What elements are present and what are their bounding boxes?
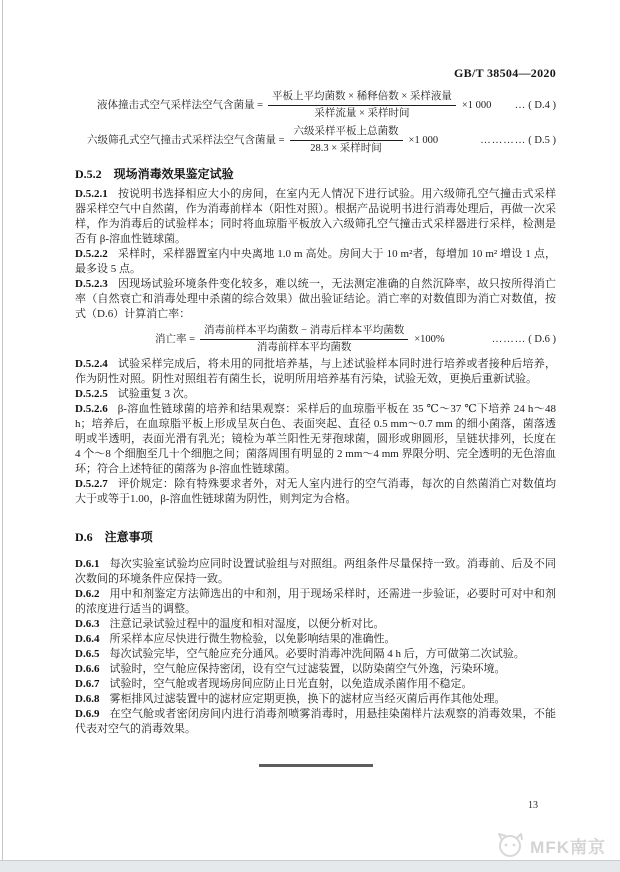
paragraph-d5-2-5-text: 试验重复 3 次。 bbox=[117, 388, 195, 400]
formula-d5-reference bbox=[474, 134, 556, 148]
formula-d4-fraction bbox=[268, 90, 456, 121]
paragraph-d5-2-1-number: D.5.2.1 bbox=[75, 188, 108, 200]
formula-d5-factor: ×1 000 bbox=[408, 134, 439, 146]
paragraph-d6-1 bbox=[75, 557, 556, 587]
page-number: 13 bbox=[528, 800, 538, 811]
paragraph-d5-2-5 bbox=[75, 387, 556, 402]
formula-d6-ref-label: ( D.6 ) bbox=[528, 333, 556, 345]
paragraph-d6-6-number: D.6.6 bbox=[75, 663, 100, 675]
paragraph-d6-7-number: D.6.7 bbox=[75, 678, 100, 690]
watermark-text: MFK南京 bbox=[530, 837, 606, 857]
paragraph-d5-2-4-number: D.5.2.4 bbox=[75, 358, 108, 370]
formula-d5-numerator: 六级采样平板上总菌数 bbox=[290, 125, 403, 141]
paragraph-d6-9-text: 在空气舱或者密闭房间内进行消毒剂喷雾消毒时，用悬挂染菌样片法观察的消毒效果，不能代表对空气的消毒效果。 bbox=[75, 708, 556, 735]
end-of-document-bar bbox=[259, 764, 373, 767]
section-d52-title: 现场消毒效果鉴定试验 bbox=[113, 167, 234, 181]
formula-d4 bbox=[97, 90, 556, 121]
formula-d6-dots: ……… bbox=[491, 333, 527, 345]
paragraph-d6-6 bbox=[75, 662, 556, 677]
paragraph-d6-6-text: 试验时，空气舱应保持密闭，设有空气过滤装置，以防染菌空气外逸，污染环境。 bbox=[109, 663, 506, 675]
mfk-logo-icon bbox=[493, 832, 525, 858]
section-d6-number: D.6 bbox=[75, 530, 93, 544]
document-content bbox=[75, 66, 556, 767]
section-d52-heading bbox=[75, 166, 556, 182]
paragraph-d6-8-number: D.6.8 bbox=[75, 693, 100, 705]
paragraph-d5-2-6-number: D.5.2.6 bbox=[75, 403, 108, 415]
formula-d6-factor: ×100% bbox=[414, 333, 445, 345]
paragraph-d6-3-text: 注意记录试验过程中的温度和相对湿度，以便分析对比。 bbox=[109, 618, 385, 630]
paragraph-d6-8 bbox=[75, 692, 556, 707]
section-d52-number: D.5.2 bbox=[75, 167, 102, 181]
paragraph-d6-5-number: D.6.5 bbox=[75, 648, 100, 660]
paragraph-d5-2-7 bbox=[75, 477, 556, 507]
formula-d5 bbox=[87, 125, 556, 156]
formula-d6-fraction bbox=[200, 324, 408, 355]
bottom-band bbox=[0, 860, 620, 872]
paragraph-d5-2-2-number: D.5.2.2 bbox=[75, 248, 108, 260]
paragraph-d6-4-text: 所采样本应尽快进行微生物检验，以免影响结果的准确性。 bbox=[109, 633, 396, 645]
paragraph-d6-7 bbox=[75, 677, 556, 692]
paragraph-d6-3-number: D.6.3 bbox=[75, 618, 100, 630]
paragraph-d5-2-5-number: D.5.2.5 bbox=[75, 388, 108, 400]
formula-d5-ref-label: ( D.5 ) bbox=[528, 134, 556, 146]
paragraph-d5-2-6-text: β-溶血性链球菌的培养和结果观察：采样后的血琼脂平板在 35 ℃～37 ℃下培养 24 h～48 h；培养后，在血琼脂平板上形成呈灰白色、表面突起、直径 0.5 mm～0.7 mm 的细小菌落，菌落透明或半透明，表面光滑有乳光；镜检为革兰阳性无芽孢球菌，圆形或卵圆形，呈链状排列，长度在 4 个～8 个细胞至几十个细胞之间；菌落周围有明显的 2 mm～4 mm 界限分明、完全透明的无色溶血环；符合上述特征的菌落为 β-溶血性链球菌。 bbox=[75, 403, 556, 475]
paragraph-d5-2-4 bbox=[75, 357, 556, 387]
paragraph-d5-2-6 bbox=[75, 402, 556, 477]
paragraph-d6-5-text: 每次试验完毕，空气舱应充分通风。必要时消毒冲洗间隔 4 h 后，方可做第二次试验。 bbox=[109, 648, 525, 660]
paragraph-d6-2-text: 用中和剂鉴定方法筛选出的中和剂，用于现场采样时，还需进一步验证，必要时可对中和剂的浓度进行适当的调整。 bbox=[75, 588, 556, 615]
paragraph-d5-2-1 bbox=[75, 187, 556, 247]
formula-d4-numerator: 平板上平均菌数 × 稀释倍数 × 采样液量 bbox=[268, 90, 456, 106]
formula-d4-reference bbox=[509, 99, 556, 113]
formula-d5-dots: ………… bbox=[480, 134, 527, 146]
formula-d4-factor: ×1 000 bbox=[461, 99, 492, 111]
formula-d5-fraction bbox=[290, 125, 403, 156]
formula-d6-denominator: 消毒前样本平均菌数 bbox=[256, 342, 352, 353]
formula-d4-dots: … bbox=[514, 99, 527, 111]
paragraph-d5-2-3 bbox=[75, 277, 556, 322]
formula-d6-numerator: 消毒前样本平均菌数 − 消毒后样本平均菌数 bbox=[200, 324, 408, 340]
paragraph-d6-9 bbox=[75, 707, 556, 737]
paragraph-d6-1-text: 每次实验室试验均应同时设置试验组与对照组。两组条件尽量保持一致。消毒前、后及不同次数间的环境条件应保持一致。 bbox=[75, 558, 556, 585]
paragraph-d5-2-7-text: 评价规定：除有特殊要求者外，对无人室内进行的空气消毒，每次的自然菌消亡对数值均大于或等于1.00，β-溶血性链球菌为阴性，则判定为合格。 bbox=[75, 478, 556, 505]
paragraph-d5-2-3-number: D.5.2.3 bbox=[75, 278, 108, 290]
paragraph-d6-8-text: 雾柜排风过滤装置中的滤材应定期更换，换下的滤材应当经灭菌后再作其他处理。 bbox=[109, 693, 506, 705]
formula-d6-reference bbox=[486, 333, 556, 347]
section-d6-heading bbox=[75, 529, 556, 545]
paragraph-d5-2-7-number: D.5.2.7 bbox=[75, 478, 108, 490]
paragraph-d6-1-number: D.6.1 bbox=[75, 558, 100, 570]
standard-number-header: GB/T 38504—2020 bbox=[454, 66, 556, 80]
paragraph-d6-2-number: D.6.2 bbox=[75, 588, 100, 600]
paragraph-d6-2 bbox=[75, 587, 556, 617]
paragraph-d6-5 bbox=[75, 647, 556, 662]
formula-d4-ref-label: ( D.4 ) bbox=[528, 99, 556, 111]
formula-d5-denominator: 28.3 × 采样时间 bbox=[310, 143, 382, 154]
paragraph-d5-2-2-text: 采样时，采样器置室内中央离地 1.0 m 高处。房间大于 10 m²者，每增加 10 m² 增设 1 点，最多设 5 点。 bbox=[75, 248, 556, 275]
paragraph-d5-2-1-text: 按说明书选择相应大小的房间，在室内无人情况下进行试验。用六级筛孔空气撞击式采样器采样空气中自然菌，作为消毒前样本（阳性对照）。根据产品说明书进行消毒处理后，再做一次采样，作为消毒后的试验样本；同时将血琼脂平板放入六级筛孔空气撞击式采样器进行采样，检测是否有 β-溶血性链球菌。 bbox=[75, 188, 556, 245]
formula-d4-denominator: 采样流量 × 采样时间 bbox=[314, 108, 410, 119]
paragraph-d6-4 bbox=[75, 632, 556, 647]
section-d6-title: 注意事项 bbox=[104, 530, 153, 544]
paragraph-d6-9-number: D.6.9 bbox=[75, 708, 100, 720]
watermark bbox=[493, 832, 606, 858]
paragraph-d5-2-3-text: 因现场试验环境条件变化较多，难以统一，无法测定准确的自然沉降率，故只按所得消亡率（自然衰亡和消毒处理中杀菌的综合效果）做出验证结论。消亡率的对数值即为消亡对数值，按式（D.6）计算消亡率： bbox=[75, 278, 556, 320]
page-left-edge bbox=[2, 0, 3, 861]
paragraph-d5-2-2 bbox=[75, 247, 556, 277]
formula-d5-lhs: 六级筛孔式空气撞击式采样法空气含菌量 = bbox=[87, 134, 285, 146]
paragraph-d5-2-4-text: 试验采样完成后，将未用的同批培养基，与上述试验样本同时进行培养或者接种后培养，作为阴性对照。阴性对照组若有菌生长，说明所用培养基有污染，试验无效，更换后重新试验。 bbox=[75, 358, 556, 385]
formula-d6-lhs: 消亡率 = bbox=[155, 333, 196, 345]
formula-d4-lhs: 液体撞击式空气采样法空气含菌量 = bbox=[97, 99, 264, 111]
paragraph-d6-3 bbox=[75, 617, 556, 632]
formula-d6 bbox=[155, 324, 556, 355]
paragraph-d6-7-text: 试验时，空气舱或者现场房间应防止日光直射，以免造成杀菌作用不稳定。 bbox=[109, 678, 473, 690]
paragraph-d6-4-number: D.6.4 bbox=[75, 633, 100, 645]
